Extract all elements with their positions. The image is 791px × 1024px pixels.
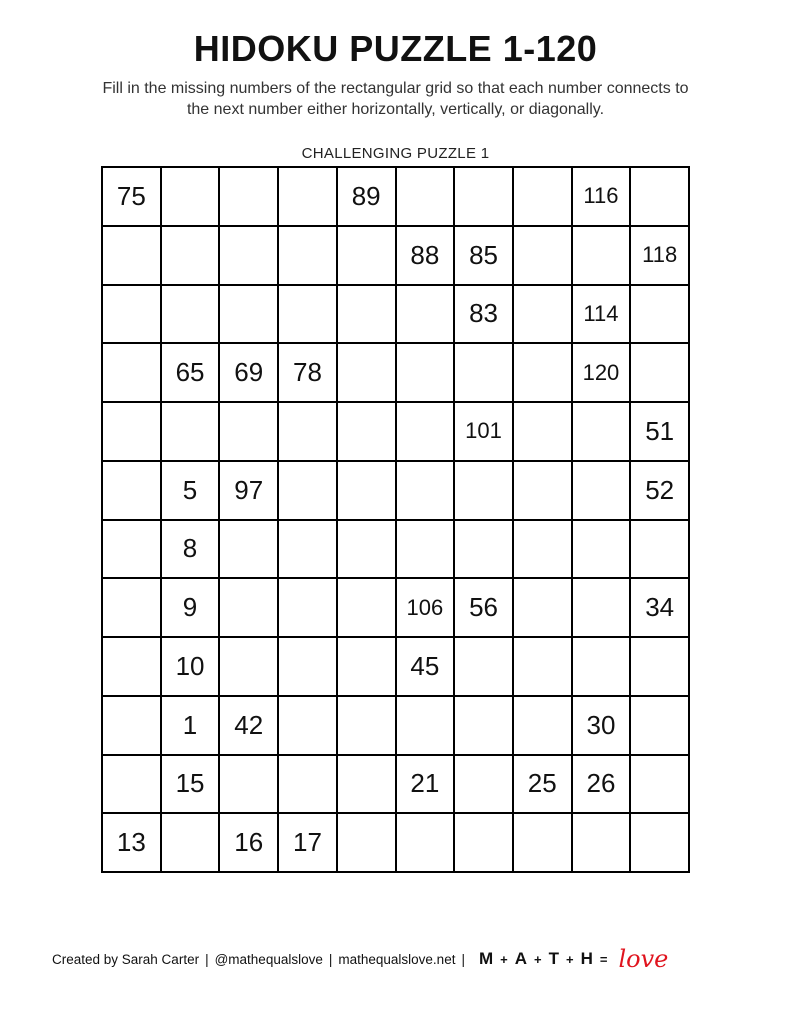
grid-cell-empty <box>338 286 397 345</box>
grid-cell-empty <box>220 286 279 345</box>
grid-cell-given: 45 <box>397 638 456 697</box>
brand-letter: H <box>580 949 594 968</box>
grid-cell-empty <box>279 462 338 521</box>
grid-cell-empty <box>514 403 573 462</box>
grid-cell-empty <box>279 227 338 286</box>
grid-cell-given: 5 <box>162 462 221 521</box>
grid-cell-given: 30 <box>573 697 632 756</box>
grid-cell-empty <box>103 403 162 462</box>
grid-cell-empty <box>279 697 338 756</box>
grid-cell-given: 78 <box>279 344 338 403</box>
grid-cell-empty <box>514 638 573 697</box>
grid-cell-empty <box>338 697 397 756</box>
grid-cell-empty <box>631 638 690 697</box>
grid-cell-given: 89 <box>338 168 397 227</box>
grid-cell-empty <box>455 462 514 521</box>
grid-cell-empty <box>338 462 397 521</box>
grid-cell-empty <box>162 168 221 227</box>
grid-cell-given: 120 <box>573 344 632 403</box>
grid-cell-given: 17 <box>279 814 338 873</box>
grid-cell-empty <box>514 521 573 580</box>
grid-cell-given: 97 <box>220 462 279 521</box>
grid-cell-empty <box>279 286 338 345</box>
grid-cell-empty <box>162 286 221 345</box>
grid-cell-empty <box>455 344 514 403</box>
grid-cell-empty <box>279 403 338 462</box>
grid-cell-empty <box>103 344 162 403</box>
grid-cell-empty <box>103 227 162 286</box>
grid-cell-empty <box>338 638 397 697</box>
footer-separator: | <box>205 951 209 967</box>
grid-cell-empty <box>631 814 690 873</box>
footer-separator: | <box>461 951 465 967</box>
grid-cell-empty <box>103 756 162 815</box>
grid-cell-empty <box>397 814 456 873</box>
footer-credit: Created by Sarah Carter <box>52 951 200 967</box>
grid-cell-empty <box>514 579 573 638</box>
grid-cell-empty <box>455 168 514 227</box>
hidoku-grid <box>101 166 690 873</box>
grid-cell-given: 1 <box>162 697 221 756</box>
grid-cell-empty <box>514 697 573 756</box>
grid-cell-empty <box>455 814 514 873</box>
grid-cell-empty <box>397 403 456 462</box>
grid-cell-given: 101 <box>455 403 514 462</box>
grid-cell-given: 56 <box>455 579 514 638</box>
grid-cell-given: 21 <box>397 756 456 815</box>
grid-cell-empty <box>103 579 162 638</box>
brand-plus: + <box>566 951 575 967</box>
grid-cell-empty <box>397 462 456 521</box>
footer-separator: | <box>328 951 333 967</box>
grid-cell-empty <box>455 521 514 580</box>
grid-cell-given: 13 <box>103 814 162 873</box>
grid-cell-empty <box>397 697 456 756</box>
grid-cell-empty <box>220 168 279 227</box>
grid-cell-given: 114 <box>573 286 632 345</box>
grid-cell-given: 116 <box>573 168 632 227</box>
grid-cell-empty <box>338 403 397 462</box>
grid-cell-given: 65 <box>162 344 221 403</box>
grid-cell-empty <box>397 168 456 227</box>
grid-cell-given: 88 <box>397 227 456 286</box>
grid-cell-empty <box>103 521 162 580</box>
brand-logo <box>479 945 668 973</box>
brand-equals: = <box>599 951 609 967</box>
grid-cell-empty <box>631 697 690 756</box>
grid-cell-empty <box>455 638 514 697</box>
grid-cell-empty <box>338 227 397 286</box>
footer-handle: @mathequalslove <box>214 951 323 967</box>
grid-cell-empty <box>279 168 338 227</box>
grid-cell-empty <box>162 403 221 462</box>
grid-cell-given: 16 <box>220 814 279 873</box>
grid-cell-given: 118 <box>631 227 690 286</box>
grid-cell-empty <box>397 286 456 345</box>
grid-cell-empty <box>397 521 456 580</box>
grid-cell-empty <box>338 344 397 403</box>
brand-plus: + <box>500 951 509 967</box>
brand-letter: M <box>478 949 495 968</box>
grid-cell-empty <box>103 462 162 521</box>
grid-cell-empty <box>220 521 279 580</box>
grid-cell-empty <box>631 756 690 815</box>
grid-cell-empty <box>631 168 690 227</box>
grid-cell-given: 106 <box>397 579 456 638</box>
puzzle-subtitle: CHALLENGING PUZZLE 1 <box>301 145 490 162</box>
grid-cell-empty <box>514 462 573 521</box>
grid-cell-empty <box>220 638 279 697</box>
grid-cell-empty <box>573 579 632 638</box>
grid-cell-empty <box>162 814 221 873</box>
grid-cell-given: 69 <box>220 344 279 403</box>
grid-cell-given: 26 <box>573 756 632 815</box>
grid-cell-empty <box>220 403 279 462</box>
grid-cell-empty <box>573 521 632 580</box>
grid-cell-empty <box>279 521 338 580</box>
grid-cell-empty <box>220 756 279 815</box>
grid-cell-empty <box>514 814 573 873</box>
grid-cell-given: 25 <box>514 756 573 815</box>
grid-cell-empty <box>631 521 690 580</box>
grid-cell-empty <box>455 756 514 815</box>
grid-cell-empty <box>455 697 514 756</box>
grid-cell-empty <box>279 756 338 815</box>
grid-cell-empty <box>338 579 397 638</box>
grid-cell-empty <box>103 638 162 697</box>
grid-cell-empty <box>573 638 632 697</box>
grid-cell-empty <box>338 814 397 873</box>
grid-cell-empty <box>162 227 221 286</box>
grid-cell-empty <box>631 344 690 403</box>
grid-cell-given: 8 <box>162 521 221 580</box>
grid-cell-empty <box>397 344 456 403</box>
grid-cell-empty <box>514 344 573 403</box>
brand-plus: + <box>534 951 543 967</box>
grid-cell-empty <box>573 814 632 873</box>
grid-cell-empty <box>338 756 397 815</box>
footer <box>52 944 668 974</box>
page-title: HIDOKU PUZZLE 1-120 <box>193 28 598 69</box>
grid-cell-given: 34 <box>631 579 690 638</box>
grid-cell-given: 9 <box>162 579 221 638</box>
grid-cell-given: 51 <box>631 403 690 462</box>
grid-cell-empty <box>573 227 632 286</box>
grid-cell-given: 42 <box>220 697 279 756</box>
brand-letter: A <box>514 949 529 968</box>
grid-cell-given: 83 <box>455 286 514 345</box>
grid-cell-empty <box>338 521 397 580</box>
grid-cell-empty <box>103 286 162 345</box>
brand-love-script: love <box>618 945 669 973</box>
grid-cell-empty <box>514 227 573 286</box>
grid-cell-given: 85 <box>455 227 514 286</box>
grid-cell-empty <box>514 286 573 345</box>
instructions-text: Fill in the missing numbers of the rectangular grid so that each number connects to the next number either horizontally, vertically, or diagonally. <box>102 80 689 118</box>
grid-cell-given: 75 <box>103 168 162 227</box>
grid-cell-empty <box>220 579 279 638</box>
grid-cell-empty <box>573 462 632 521</box>
footer-website: mathequalslove.net <box>338 951 456 967</box>
grid-cell-empty <box>279 579 338 638</box>
grid-cell-empty <box>514 168 573 227</box>
brand-letter: T <box>548 949 560 968</box>
grid-cell-empty <box>103 697 162 756</box>
grid-cell-given: 52 <box>631 462 690 521</box>
grid-cell-empty <box>631 286 690 345</box>
grid-cell-given: 15 <box>162 756 221 815</box>
grid-cell-empty <box>573 403 632 462</box>
grid-cell-empty <box>279 638 338 697</box>
grid-cell-given: 10 <box>162 638 221 697</box>
grid-cell-empty <box>220 227 279 286</box>
